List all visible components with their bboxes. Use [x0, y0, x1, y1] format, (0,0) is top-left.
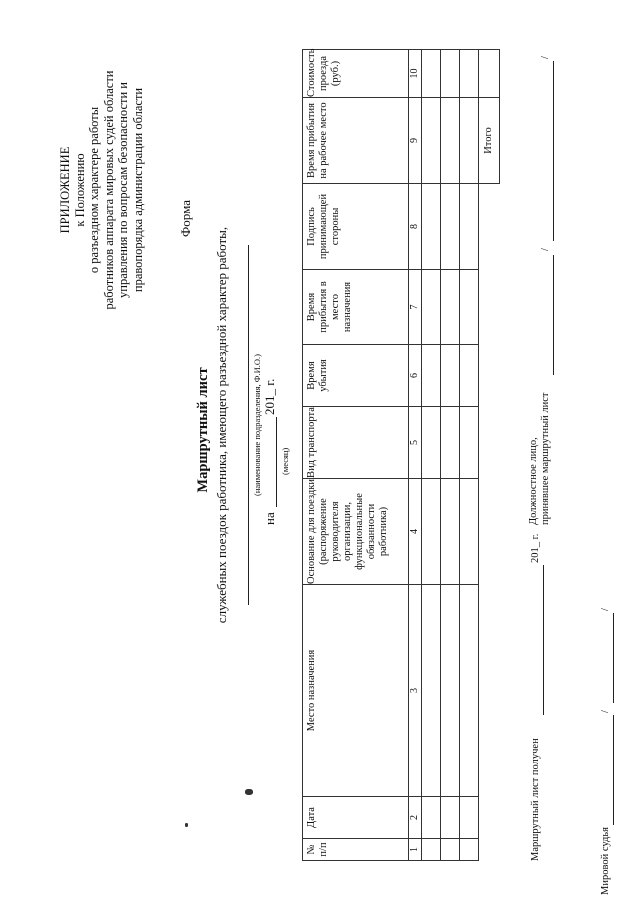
table-row — [441, 50, 460, 861]
official-name-underline — [553, 61, 554, 241]
table-row — [460, 50, 479, 861]
period-year: 201_ г. — [262, 378, 277, 415]
month-caption: (месяц) — [280, 447, 290, 475]
appendix-line: к Положению — [72, 153, 87, 227]
header-cell: Место назначения — [303, 585, 409, 797]
table-number-row — [409, 50, 422, 861]
number-cell: 9 — [409, 98, 422, 184]
number-cell: 3 — [409, 585, 422, 797]
appendix-line: о разъездном характере работы — [87, 106, 101, 274]
appendix-line: управления по вопросам безопасности и — [116, 82, 130, 298]
total-value-cell — [479, 50, 500, 98]
name-underline — [248, 245, 249, 605]
header-cell: Дата — [303, 797, 409, 839]
number-cell: 7 — [409, 270, 422, 345]
number-cell: 10 — [409, 50, 422, 98]
header-cell: Подпись принимающей стороны — [303, 184, 409, 270]
appendix-line: ПРИЛОЖЕНИЕ — [58, 146, 72, 234]
name-caption: (наименование подразделения, Ф.И.О.) — [252, 354, 262, 496]
month-underline — [276, 417, 277, 507]
table-total-row — [479, 50, 500, 861]
number-cell: 8 — [409, 184, 422, 270]
number-cell: 5 — [409, 407, 422, 479]
judge-signature-underline — [613, 715, 614, 825]
official-signature-underline — [553, 255, 554, 375]
header-cell: Время убытия — [303, 345, 409, 407]
appendix-line: работников аппарата мировых судей области — [101, 70, 116, 310]
document-subtitle: служебных поездок работника, имеющего разъездной характер работы, — [214, 226, 229, 624]
number-cell: 1 — [409, 839, 422, 861]
number-cell: 4 — [409, 479, 422, 585]
judge-name-underline — [613, 613, 614, 703]
received-label: Маршрутный лист получен — [530, 738, 541, 861]
header-cell: Время прибытия в место назначения — [303, 270, 409, 345]
official-slash: / — [540, 248, 551, 251]
official-label-line-1: Должностное лицо, — [528, 437, 539, 525]
number-cell: 2 — [409, 797, 422, 839]
header-cell: Основание для поездки (распоряжение руководителя организации, функциональные обязанности работника) — [303, 479, 409, 585]
header-cell: № п/п — [303, 839, 409, 861]
scan-smudge — [185, 823, 188, 827]
route-table — [302, 49, 500, 861]
received-year: 201_ г. — [530, 533, 541, 563]
header-cell: Время прибытия на рабочее место — [303, 98, 409, 184]
period-prefix: на — [262, 512, 277, 525]
judge-slash-end: / — [600, 608, 611, 611]
scan-smudge — [245, 789, 253, 795]
appendix-block — [58, 5, 145, 375]
number-cell: 6 — [409, 345, 422, 407]
table-header-row — [303, 50, 409, 861]
official-label-line-2: принявшее маршрутный лист — [540, 392, 551, 525]
judge-slash: / — [600, 710, 611, 713]
table-row — [422, 50, 441, 861]
form-label: Форма — [178, 200, 193, 237]
judge-label: Мировой судья — [600, 827, 611, 895]
document-title: Маршрутный лист — [195, 367, 211, 493]
received-date-underline — [543, 565, 544, 715]
official-slash-end: / — [540, 56, 551, 59]
header-cell: Стоимость проезда (руб.) — [303, 50, 409, 98]
total-label: Итого — [479, 98, 500, 184]
header-cell: Вид транспорта — [303, 407, 409, 479]
appendix-line: правопорядка администрации области — [130, 87, 145, 293]
